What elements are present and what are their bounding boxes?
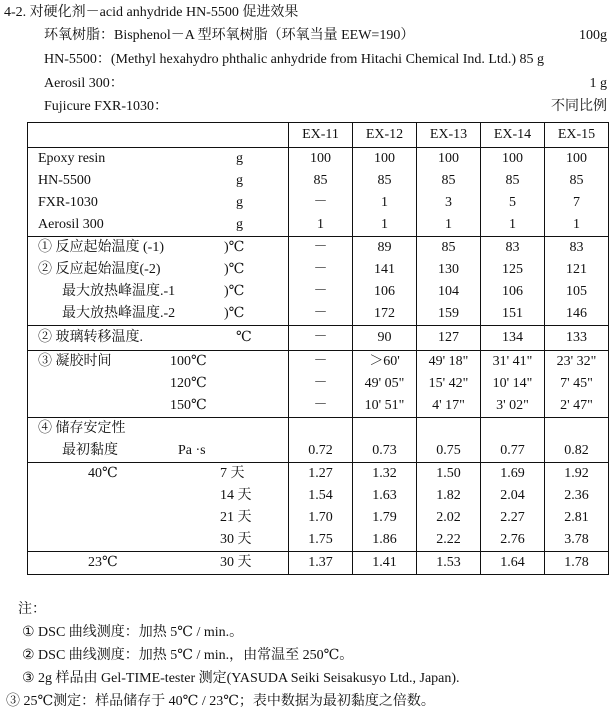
table-cell: －	[289, 395, 353, 418]
table-cell: 2.76	[481, 529, 545, 552]
row-unit: g	[236, 217, 243, 232]
epoxy-resin-line: 环氧树脂：Bisphenol－A 型环氧树脂（环氧当量 EEW=190）	[44, 28, 415, 43]
row-unit: )℃	[224, 306, 245, 321]
aerosil-amount: 1 g	[589, 76, 607, 91]
table-cell: 31' 41"	[481, 351, 545, 374]
row-unit: g	[236, 151, 243, 166]
table-cell: 125	[481, 259, 545, 281]
table-cell: 1.41	[353, 552, 417, 575]
table-row	[28, 148, 609, 171]
row-unit: g	[236, 173, 243, 188]
row-label: 23℃	[88, 555, 118, 570]
table-cell: 1.64	[481, 552, 545, 575]
epoxy-amount: 100g	[579, 28, 607, 43]
table-cell: 2.81	[545, 507, 609, 529]
table-cell: 104	[417, 281, 481, 303]
table-cell: －	[289, 351, 353, 374]
note-4: ③ 25℃测定：样品储存于 40℃ / 23℃；表中数据为最初黏度之倍数。	[6, 694, 435, 709]
row-days: 7 天	[220, 466, 245, 481]
table-cell: 1	[353, 214, 417, 237]
table-cell: 3' 02"	[481, 395, 545, 418]
table-cell: 85	[417, 237, 481, 260]
table-cell: 1.32	[353, 463, 417, 486]
table-row	[28, 395, 609, 418]
table-cell: 141	[353, 259, 417, 281]
col-header: EX-13	[417, 123, 481, 148]
row-unit: )℃	[224, 240, 245, 255]
table-cell: 3	[417, 192, 481, 214]
table-cell: 1	[417, 214, 481, 237]
table-row	[28, 303, 609, 326]
fxr-line: Fujicure FXR-1030：	[44, 99, 169, 114]
table-cell: 3.78	[545, 529, 609, 552]
table-row	[28, 485, 609, 507]
row-unit: )℃	[224, 262, 245, 277]
row-unit: ℃	[236, 330, 252, 345]
table-cell: 2' 47"	[545, 395, 609, 418]
row-label: ④ 储存安定性	[38, 421, 126, 436]
table-cell: 1.78	[545, 552, 609, 575]
table-cell: 0.82	[545, 440, 609, 463]
table-cell: 89	[353, 237, 417, 260]
table-row	[28, 507, 609, 529]
note-3: ③ 2g 样品由 Gel-TIME-tester 测定(YASUDA Seiki Seisakusyo Ltd., Japan).	[22, 671, 460, 686]
table-cell: －	[289, 281, 353, 303]
table-cell: 90	[353, 326, 417, 351]
table-cell: －	[289, 303, 353, 326]
table-cell: 15' 42"	[417, 373, 481, 395]
table-row	[28, 170, 609, 192]
table-cell: 85	[353, 170, 417, 192]
table-cell: 1.27	[289, 463, 353, 486]
table-cell: 23' 32"	[545, 351, 609, 374]
table-row	[28, 529, 609, 552]
row-label: FXR-1030	[38, 195, 98, 210]
row-days: 30 天	[220, 532, 252, 547]
table-row	[28, 214, 609, 237]
table-cell: 49' 18"	[417, 351, 481, 374]
table-row	[28, 440, 609, 463]
table-cell: 83	[545, 237, 609, 260]
row-label: HN-5500	[38, 173, 91, 188]
results-table	[27, 122, 609, 575]
table-cell: 1.86	[353, 529, 417, 552]
table-cell: 1.82	[417, 485, 481, 507]
table-cell: 172	[353, 303, 417, 326]
note-2: ② DSC 曲线测度：加热 5℃ / min.，由常温至 250℃。	[22, 648, 354, 663]
row-temp: 120℃	[170, 376, 207, 391]
table-cell: 49' 05"	[353, 373, 417, 395]
table-row	[28, 373, 609, 395]
row-unit: Pa ·s	[178, 443, 206, 458]
table-cell: 0.77	[481, 440, 545, 463]
table-cell: 10' 14"	[481, 373, 545, 395]
table-cell: －	[289, 259, 353, 281]
table-row	[28, 418, 609, 441]
header-blank-cell	[28, 123, 289, 148]
table-cell: －	[289, 237, 353, 260]
table-cell: 7' 45"	[545, 373, 609, 395]
col-header: EX-11	[289, 123, 353, 148]
table-cell: 100	[353, 148, 417, 171]
table-cell: 100	[481, 148, 545, 171]
row-temp: 100℃	[170, 354, 207, 369]
table-cell: 1.92	[545, 463, 609, 486]
table-row	[28, 259, 609, 281]
note-1: ① DSC 曲线测度：加热 5℃ / min.。	[22, 625, 244, 640]
row-label: ② 反应起始温度(-2)	[38, 262, 161, 277]
col-header: EX-12	[353, 123, 417, 148]
table-row	[28, 351, 609, 374]
table-cell: 121	[545, 259, 609, 281]
table-cell: 130	[417, 259, 481, 281]
table-cell: 134	[481, 326, 545, 351]
table-cell: 100	[289, 148, 353, 171]
table-header-row	[28, 123, 609, 148]
table-cell: 4' 17"	[417, 395, 481, 418]
table-cell: 2.02	[417, 507, 481, 529]
row-days: 21 天	[220, 510, 252, 525]
table-cell: 1	[481, 214, 545, 237]
table-cell: 106	[353, 281, 417, 303]
notes-heading: 注：	[18, 602, 46, 617]
table-cell: 0.72	[289, 440, 353, 463]
table-cell: －	[289, 192, 353, 214]
table-cell: 85	[417, 170, 481, 192]
col-header: EX-15	[545, 123, 609, 148]
table-cell: 146	[545, 303, 609, 326]
hn5500-line: HN-5500：(Methyl hexahydro phthalic anhydride from Hitachi Chemical Ind. Ltd.) 85 g	[44, 52, 544, 67]
table-cell: 2.04	[481, 485, 545, 507]
table-cell: 1.63	[353, 485, 417, 507]
row-days: 30 天	[220, 555, 252, 570]
table-cell: 151	[481, 303, 545, 326]
table-cell: 83	[481, 237, 545, 260]
row-label: ② 玻璃转移温度.	[38, 330, 143, 345]
row-temp: 150℃	[170, 398, 207, 413]
row-label: 最大放热峰温度.-2	[62, 306, 176, 321]
table-cell: 1.69	[481, 463, 545, 486]
row-label: ① 反应起始温度 (-1)	[38, 240, 164, 255]
table-row	[28, 463, 609, 486]
table-cell: 7	[545, 192, 609, 214]
aerosil-line: Aerosil 300：	[44, 76, 124, 91]
table-cell: 5	[481, 192, 545, 214]
table-cell: 0.73	[353, 440, 417, 463]
table-cell: 10' 51"	[353, 395, 417, 418]
table-cell: 106	[481, 281, 545, 303]
table-cell: 1.53	[417, 552, 481, 575]
row-label: 最初黏度	[62, 443, 118, 458]
table-cell: 100	[545, 148, 609, 171]
table-row	[28, 192, 609, 214]
table-cell: 2.27	[481, 507, 545, 529]
table-cell: ＞60'	[353, 351, 417, 374]
row-label: Epoxy resin	[38, 151, 106, 166]
table-row	[28, 552, 609, 575]
table-cell: 1	[545, 214, 609, 237]
table-cell: 159	[417, 303, 481, 326]
table-cell: 1.54	[289, 485, 353, 507]
row-unit: )℃	[224, 284, 245, 299]
table-cell: －	[289, 326, 353, 351]
col-header: EX-14	[481, 123, 545, 148]
table-cell: 100	[417, 148, 481, 171]
table-cell: 127	[417, 326, 481, 351]
table-cell: 133	[545, 326, 609, 351]
table-row	[28, 281, 609, 303]
row-label: 40℃	[88, 466, 118, 481]
table-cell: 105	[545, 281, 609, 303]
row-days: 14 天	[220, 488, 252, 503]
table-cell: 0.75	[417, 440, 481, 463]
table-cell: 1.70	[289, 507, 353, 529]
table-cell: 1	[289, 214, 353, 237]
table-cell: 1.79	[353, 507, 417, 529]
row-unit: g	[236, 195, 243, 210]
row-label: ③ 凝胶时间	[38, 354, 112, 369]
document-title: 4-2. 对硬化剂－acid anhydride HN-5500 促进效果	[4, 5, 299, 20]
table-cell: 1.37	[289, 552, 353, 575]
table-cell: 2.36	[545, 485, 609, 507]
table-row	[28, 237, 609, 260]
table-row	[28, 326, 609, 351]
table-cell: 1.75	[289, 529, 353, 552]
table-cell: 2.22	[417, 529, 481, 552]
row-label: 最大放热峰温度.-1	[62, 284, 176, 299]
table-cell: 85	[289, 170, 353, 192]
table-cell: 85	[545, 170, 609, 192]
row-label: Aerosil 300	[38, 217, 104, 232]
table-cell: －	[289, 373, 353, 395]
table-cell: 85	[481, 170, 545, 192]
table-cell: 1.50	[417, 463, 481, 486]
fxr-amount: 不同比例	[551, 99, 607, 114]
table-cell: 1	[353, 192, 417, 214]
